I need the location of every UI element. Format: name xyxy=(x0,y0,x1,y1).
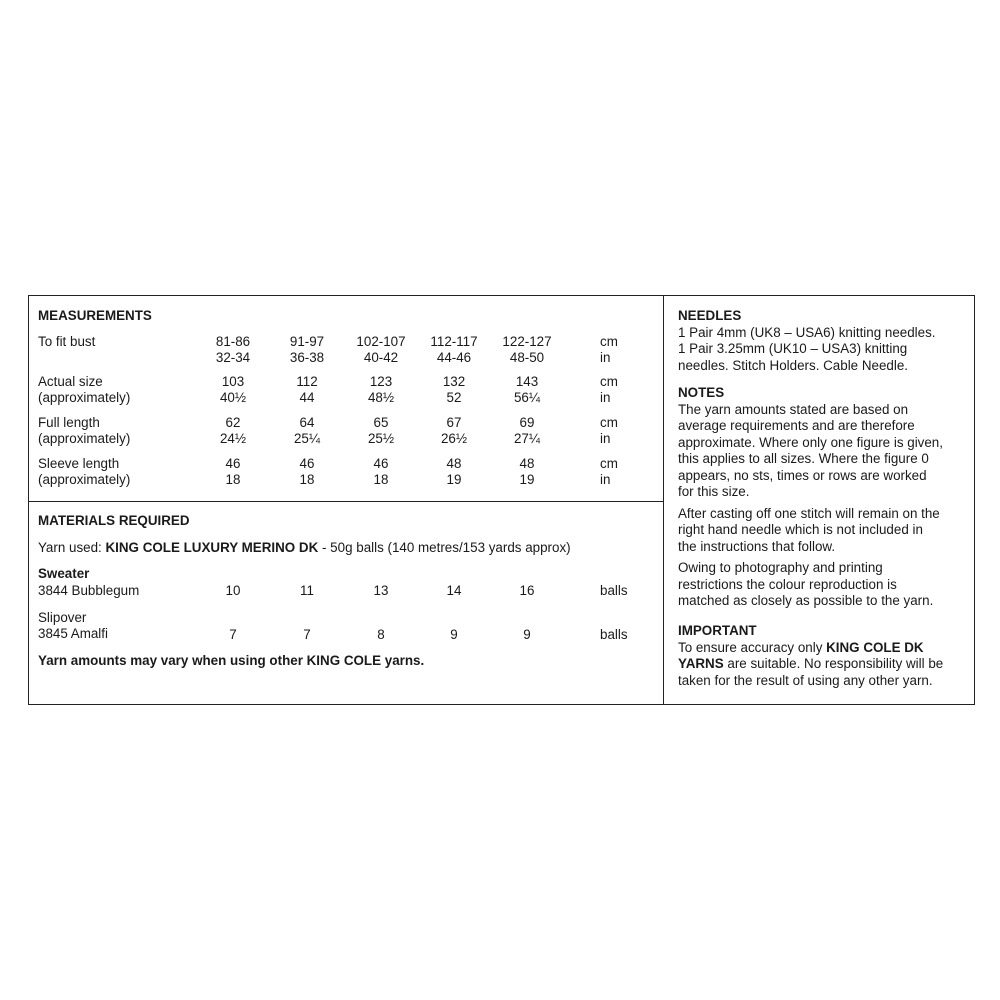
value-in: 18 xyxy=(373,472,389,487)
notes-line: restrictions the colour reproduction is xyxy=(678,576,897,592)
yarn-used-line xyxy=(38,540,571,556)
notes-line: Owing to photography and printing xyxy=(678,560,883,575)
ball-count: 13 xyxy=(373,583,389,598)
ball-count: 7 xyxy=(229,627,237,642)
unit-cm: cm xyxy=(600,456,618,471)
value-in: 32-34 xyxy=(215,350,251,365)
notes-line: this applies to all sizes. Where the figure 0 xyxy=(678,451,929,466)
value-cm: 64 xyxy=(299,415,315,430)
sweater-colour: 3844 Bubblegum xyxy=(38,583,140,598)
notes-line: the instructions that follow. xyxy=(678,538,836,554)
value-in: 36-38 xyxy=(289,350,325,365)
ball-count: 16 xyxy=(519,583,535,598)
important-heading: IMPORTANT xyxy=(678,623,757,638)
slipover-colour: 3845 Amalfi xyxy=(38,626,108,641)
ball-count: 8 xyxy=(377,627,385,642)
notes-paragraph-1 xyxy=(678,402,970,501)
row-sublabel: (approximately) xyxy=(38,472,131,487)
notes-paragraph-2 xyxy=(678,506,970,556)
value-cm: 112-117 xyxy=(430,334,478,349)
important-l2-suffix: are suitable. No responsibility will be xyxy=(723,656,944,671)
unit-cm: cm xyxy=(600,374,618,389)
important-line-2 xyxy=(678,656,970,673)
value-cm: 46 xyxy=(373,456,389,471)
needles-line-3: needles. Stitch Holders. Cable Needle. xyxy=(678,357,909,373)
notes-line: average requirements and are therefore xyxy=(678,418,915,433)
value-cm: 91-97 xyxy=(289,334,325,349)
unit-cm: cm xyxy=(600,415,618,430)
value-cm: 143 xyxy=(515,374,539,389)
value-cm: 62 xyxy=(225,415,241,430)
row-sublabel: (approximately) xyxy=(38,431,131,446)
notes-line: matched as closely as possible to the yarn. xyxy=(678,593,934,608)
ball-count: 9 xyxy=(450,627,458,642)
notes-section xyxy=(678,385,970,610)
notes-paragraph-3 xyxy=(678,560,970,610)
row-label: Full length xyxy=(38,415,100,430)
value-in: 18 xyxy=(299,472,315,487)
measurements-heading: MEASUREMENTS xyxy=(38,308,152,323)
needles-section xyxy=(678,308,970,374)
important-line-1 xyxy=(678,640,970,657)
value-in: 19 xyxy=(446,472,462,487)
value-in: 25¼ xyxy=(293,431,321,446)
value-in: 26½ xyxy=(440,431,468,446)
value-in: 24½ xyxy=(219,431,247,446)
value-in: 44 xyxy=(299,390,315,405)
value-in: 52 xyxy=(446,390,462,405)
unit-cm: cm xyxy=(600,334,618,349)
section-divider xyxy=(28,501,664,502)
value-cm: 67 xyxy=(446,415,462,430)
yarn-used-suffix: - 50g balls (140 metres/153 yards approx) xyxy=(318,540,571,555)
important-line-3: taken for the result of using any other yarn. xyxy=(678,672,933,688)
column-divider xyxy=(663,295,664,705)
value-in: 48½ xyxy=(367,390,395,405)
value-cm: 123 xyxy=(369,374,393,389)
needles-heading: NEEDLES xyxy=(678,308,742,323)
ball-count: 11 xyxy=(300,583,314,598)
value-in: 27¼ xyxy=(513,431,541,446)
value-cm: 46 xyxy=(299,456,315,471)
important-l2-bold: YARNS xyxy=(678,656,724,671)
value-in: 18 xyxy=(225,472,241,487)
value-cm: 102-107 xyxy=(356,334,406,349)
ball-count: 14 xyxy=(446,583,462,598)
unit-in: in xyxy=(600,350,611,365)
value-cm: 65 xyxy=(373,415,389,430)
needles-line-2: 1 Pair 3.25mm (UK10 – USA3) knitting xyxy=(678,341,908,356)
value-cm: 69 xyxy=(519,415,535,430)
notes-line: for this size. xyxy=(678,484,750,499)
value-in: 56¼ xyxy=(513,390,541,405)
row-label: Sleeve length xyxy=(38,456,120,471)
value-cm: 48 xyxy=(446,456,462,471)
value-cm: 103 xyxy=(221,374,245,389)
value-cm: 112 xyxy=(296,374,318,389)
value-cm: 46 xyxy=(225,456,241,471)
important-l1-prefix: To ensure accuracy only xyxy=(678,639,827,655)
notes-line: After casting off one stitch will remain on the xyxy=(678,505,940,521)
value-in: 19 xyxy=(519,472,535,487)
value-cm: 81-86 xyxy=(215,334,251,349)
yarn-used-prefix: Yarn used: xyxy=(38,540,106,555)
materials-heading: MATERIALS REQUIRED xyxy=(38,513,190,528)
row-label: Actual size xyxy=(38,374,103,389)
notes-heading: NOTES xyxy=(678,385,725,400)
ball-count: 7 xyxy=(303,627,311,642)
value-in: 25½ xyxy=(367,431,395,446)
slipover-title: Slipover xyxy=(38,610,87,625)
needles-line-1: 1 Pair 4mm (UK8 – USA6) knitting needles. xyxy=(678,324,936,340)
slipover-unit: balls xyxy=(600,627,628,642)
value-in: 48-50 xyxy=(509,350,545,365)
notes-line: right hand needle which is not included in xyxy=(678,522,923,537)
notes-line: The yarn amounts stated are based on xyxy=(678,401,909,417)
value-cm: 48 xyxy=(519,456,535,471)
unit-in: in xyxy=(600,431,611,446)
row-label: To fit bust xyxy=(38,334,96,349)
value-in: 40-42 xyxy=(363,350,399,365)
important-section xyxy=(678,623,970,689)
yarn-footnote: Yarn amounts may vary when using other KING COLE yarns. xyxy=(38,653,425,668)
important-l1-bold: KING COLE DK xyxy=(826,639,924,655)
row-sublabel: (approximately) xyxy=(38,390,131,405)
sweater-title: Sweater xyxy=(38,566,90,581)
notes-line: appears, no sts, times or rows are worked xyxy=(678,467,927,483)
value-in: 40½ xyxy=(219,390,247,405)
ball-count: 9 xyxy=(523,627,531,642)
value-in: 44-46 xyxy=(436,350,472,365)
unit-in: in xyxy=(600,390,611,405)
yarn-name: KING COLE LUXURY MERINO DK xyxy=(105,540,319,555)
value-cm: 132 xyxy=(442,374,466,389)
ball-count: 10 xyxy=(225,583,241,598)
notes-line: approximate. Where only one figure is given, xyxy=(678,434,943,450)
unit-in: in xyxy=(600,472,611,487)
sweater-unit: balls xyxy=(600,583,628,598)
value-cm: 122-127 xyxy=(502,334,552,349)
